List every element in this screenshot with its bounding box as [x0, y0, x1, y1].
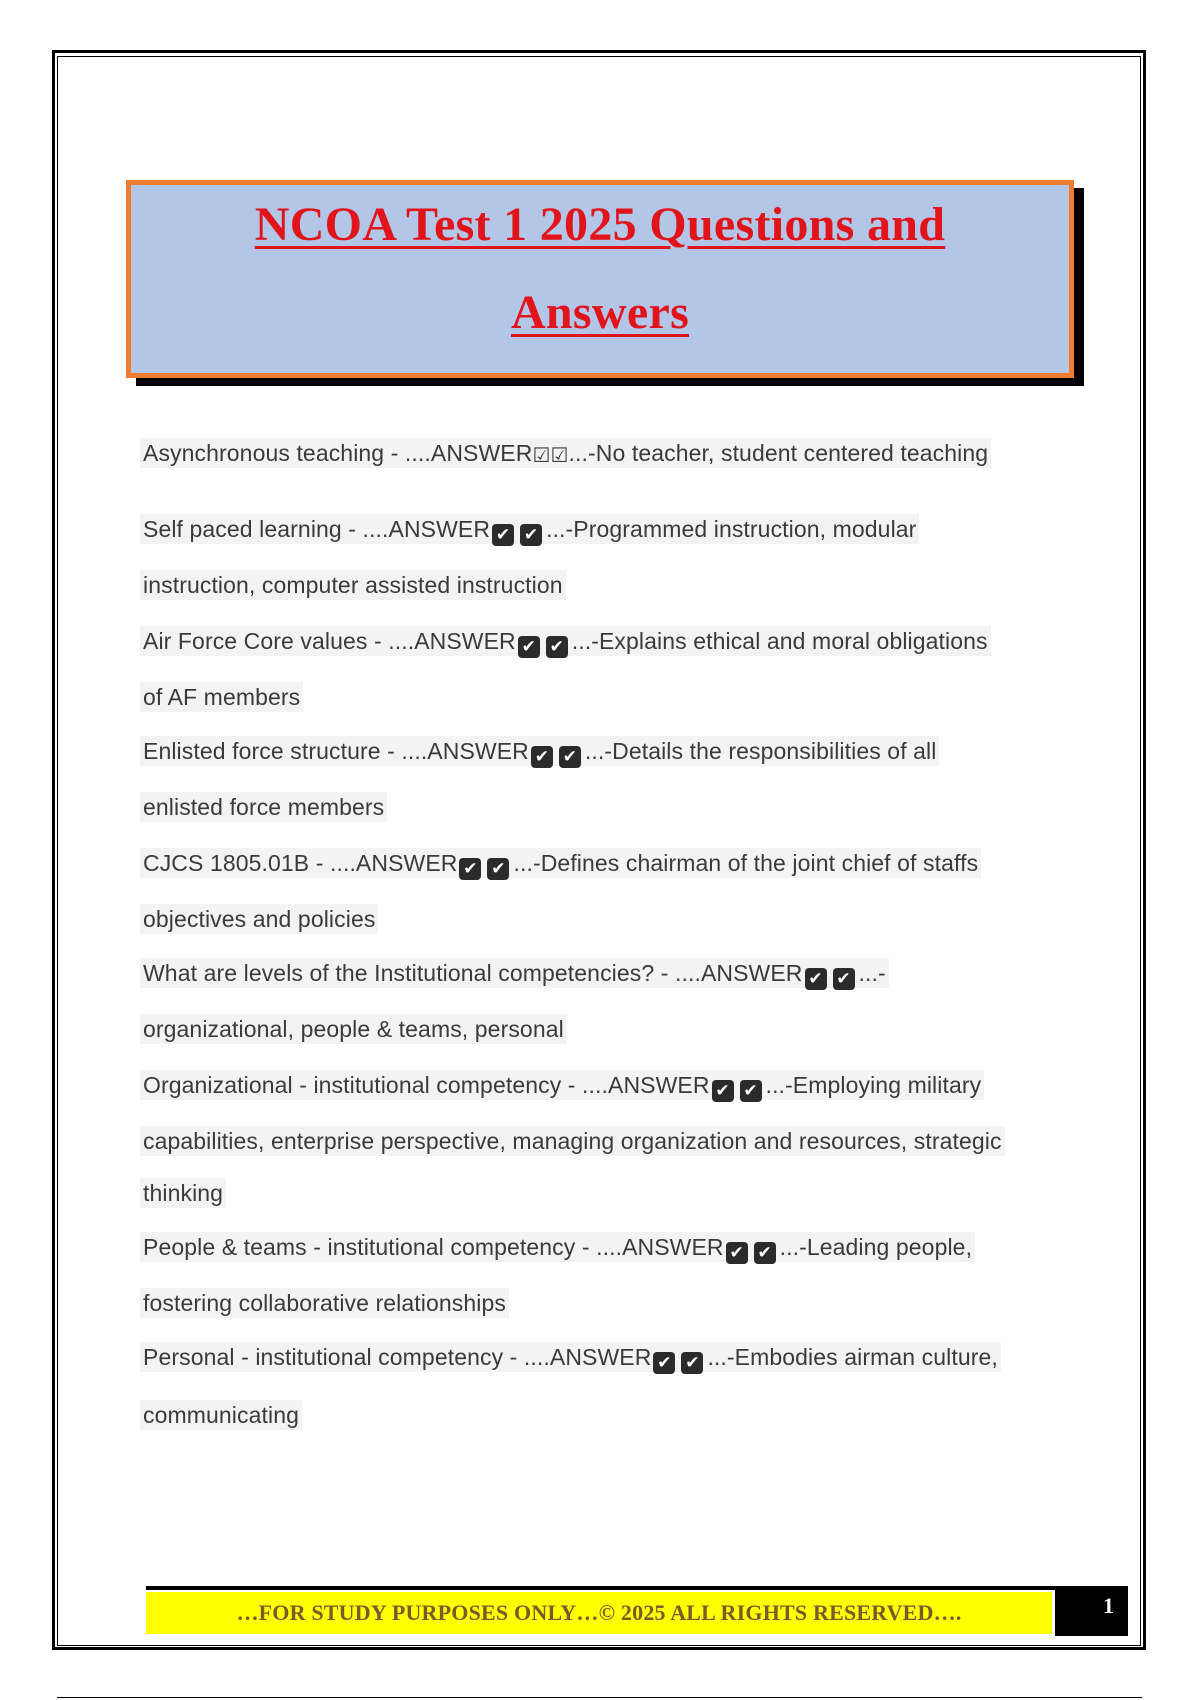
qa-line-text — [140, 626, 991, 656]
qa-line — [140, 1234, 975, 1264]
qa-answer: ...-Explains ethical and moral obligations — [571, 628, 988, 654]
qa-question: Self paced learning - ....ANSWER — [143, 516, 491, 542]
qa-line-text — [140, 1342, 1001, 1372]
qa-line-text — [140, 1232, 975, 1262]
qa-line-text — [140, 904, 378, 934]
qa-line-text — [140, 682, 303, 712]
qa-line-text — [140, 736, 939, 766]
check-box-icon: ✔ — [520, 524, 542, 546]
qa-line — [140, 738, 939, 768]
qa-line-text — [140, 438, 991, 468]
qa-question: What are levels of the Institutional competencies? - ....ANSWER — [143, 960, 803, 986]
check-box-icon: ✔ — [492, 524, 514, 546]
qa-text: capabilities, enterprise perspective, managing organization and resources, strategic — [143, 1128, 1002, 1154]
check-box-icon: ✔ — [546, 636, 568, 658]
qa-answer: ...-Programmed instruction, modular — [546, 516, 917, 542]
ballot-box-check-icon: ☑ — [532, 443, 551, 467]
qa-line-text — [140, 792, 387, 822]
qa-answer: ...-No teacher, student centered teaching — [568, 440, 989, 466]
qa-line — [140, 572, 566, 599]
qa-answer: ...-Embodies airman culture, — [707, 1344, 998, 1370]
qa-line — [140, 628, 991, 658]
check-box-icon: ✔ — [487, 858, 509, 880]
qa-line — [140, 1402, 302, 1429]
qa-line-text — [140, 958, 889, 988]
footer-rule — [146, 1586, 1128, 1590]
qa-line-text — [140, 1178, 226, 1208]
check-box-icon: ✔ — [459, 858, 481, 880]
title-box — [126, 180, 1074, 378]
qa-line — [140, 1290, 509, 1317]
qa-line — [140, 960, 889, 990]
qa-text: fostering collaborative relationships — [143, 1290, 506, 1316]
qa-line — [140, 794, 387, 821]
footer-notice: …FOR STUDY PURPOSES ONLY…© 2025 ALL RIGHTS RESERVED…. — [146, 1592, 1052, 1634]
qa-answer: ...-Leading people, — [779, 1234, 973, 1260]
qa-text: thinking — [143, 1180, 224, 1206]
qa-text: enlisted force members — [143, 794, 385, 820]
qa-line — [140, 906, 378, 933]
document-title-line-1: NCOA Test 1 2025 Questions and — [254, 198, 946, 251]
check-box-icon: ✔ — [681, 1352, 703, 1374]
qa-text: organizational, people & teams, personal — [143, 1016, 564, 1042]
page-number: 1 — [1055, 1586, 1128, 1636]
check-box-icon: ✔ — [518, 636, 540, 658]
qa-text: objectives and policies — [143, 906, 376, 932]
bottom-rule — [57, 1697, 1142, 1698]
qa-text: communicating — [143, 1402, 299, 1428]
check-box-icon: ✔ — [559, 746, 581, 768]
qa-question: People & teams - institutional competency - ....ANSWER — [143, 1234, 724, 1260]
qa-line-text — [140, 848, 981, 878]
qa-line-text — [140, 1014, 567, 1044]
document-title-line-2: Answers — [510, 286, 690, 339]
qa-line — [140, 1072, 984, 1102]
check-box-icon: ✔ — [805, 968, 827, 990]
qa-line-text — [140, 570, 566, 600]
qa-question: Organizational - institutional competency - ....ANSWER — [143, 1072, 710, 1098]
qa-line-text — [140, 514, 919, 544]
check-box-icon: ✔ — [531, 746, 553, 768]
qa-question: Enlisted force structure - ....ANSWER — [143, 738, 529, 764]
qa-answer: ...- — [858, 960, 886, 986]
qa-line-text — [140, 1126, 1005, 1156]
qa-line — [140, 1180, 226, 1207]
check-box-icon: ✔ — [712, 1080, 734, 1102]
ballot-box-check-icon: ☑ — [550, 443, 569, 467]
qa-question: Air Force Core values - ....ANSWER — [143, 628, 516, 654]
qa-line — [140, 1016, 567, 1043]
qa-question: Asynchronous teaching - ....ANSWER — [143, 440, 533, 466]
check-box-icon: ✔ — [653, 1352, 675, 1374]
qa-answer: ...-Employing military — [765, 1072, 982, 1098]
check-box-icon: ✔ — [740, 1080, 762, 1102]
qa-line-text — [140, 1070, 984, 1100]
qa-line-text — [140, 1288, 509, 1318]
qa-line — [140, 1344, 1001, 1374]
qa-answer: ...-Details the responsibilities of all — [584, 738, 937, 764]
qa-question: Personal - institutional competency - ....ANSWER — [143, 1344, 652, 1370]
qa-text: instruction, computer assisted instruction — [143, 572, 563, 598]
qa-line — [140, 1128, 1005, 1155]
check-box-icon: ✔ — [754, 1242, 776, 1264]
check-box-icon: ✔ — [726, 1242, 748, 1264]
qa-answer: ...-Defines chairman of the joint chief of staffs — [513, 850, 979, 876]
qa-text: of AF members — [143, 684, 301, 710]
qa-question: CJCS 1805.01B - ....ANSWER — [143, 850, 458, 876]
qa-line — [140, 516, 919, 546]
qa-line-text — [140, 1400, 302, 1430]
check-box-icon: ✔ — [833, 968, 855, 990]
qa-line — [140, 684, 303, 711]
qa-line — [140, 850, 981, 880]
qa-line — [140, 440, 991, 467]
